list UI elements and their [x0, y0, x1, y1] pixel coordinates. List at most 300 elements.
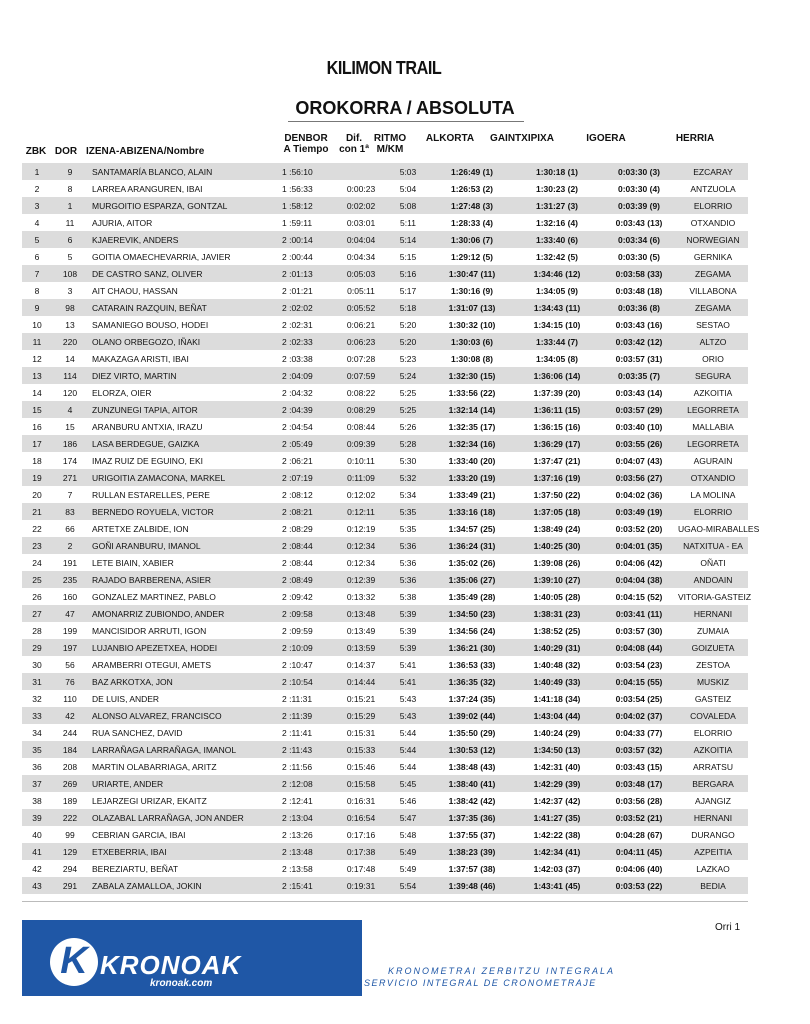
table-row [22, 724, 748, 741]
cell-igoera: 0:04:02 (37) [600, 707, 678, 724]
cell-diff: 0:15:33 [336, 741, 386, 758]
cell-alkorta: 1:37:24 (35) [430, 690, 514, 707]
cell-igoera: 0:03:52 (20) [600, 520, 678, 537]
col-header-alkorta: ALKORTA [425, 133, 475, 144]
cell-bib: 129 [52, 843, 88, 860]
cell-alkorta: 1:36:35 (32) [430, 673, 514, 690]
cell-alkorta: 1:38:42 (42) [430, 792, 514, 809]
cell-alkorta: 1:32:30 (15) [430, 367, 514, 384]
col-header-name: IZENA-ABIZENA/Nombre [86, 146, 205, 157]
cell-gaintxipixa: 1:30:18 (1) [514, 163, 600, 180]
cell-igoera: 0:03:42 (12) [600, 333, 678, 350]
table-row [22, 367, 748, 384]
cell-gaintxipixa: 1:32:16 (4) [514, 214, 600, 231]
cell-gaintxipixa: 1:34:05 (8) [514, 350, 600, 367]
cell-name: LEJARZEGI URIZAR, EKAITZ [88, 792, 278, 809]
cell-rank: 31 [22, 673, 52, 690]
cell-pace: 5:23 [386, 350, 430, 367]
cell-alkorta: 1:34:57 (25) [430, 520, 514, 537]
cell-pace: 5:17 [386, 282, 430, 299]
cell-rank: 15 [22, 401, 52, 418]
cell-igoera: 0:04:28 (67) [600, 826, 678, 843]
cell-name: ZUNZUNEGI TAPIA, AITOR [88, 401, 278, 418]
cell-rank: 8 [22, 282, 52, 299]
cell-name: DE LUIS, ANDER [88, 690, 278, 707]
cell-town: GASTEIZ [678, 690, 748, 707]
cell-alkorta: 1:30:16 (9) [430, 282, 514, 299]
col-header-dor: DOR [54, 146, 78, 157]
cell-town: OTXANDIO [678, 469, 748, 486]
cell-igoera: 0:04:08 (44) [600, 639, 678, 656]
cell-time: 2 :12:41 [278, 792, 336, 809]
cell-rank: 34 [22, 724, 52, 741]
cell-name: SAMANIEGO BOUSO, HODEI [88, 316, 278, 333]
table-row [22, 741, 748, 758]
cell-diff: 0:09:39 [336, 435, 386, 452]
cell-igoera: 0:03:58 (33) [600, 265, 678, 282]
cell-time: 1 :56:10 [278, 163, 336, 180]
cell-gaintxipixa: 1:34:46 (12) [514, 265, 600, 282]
cell-rank: 27 [22, 605, 52, 622]
table-row [22, 469, 748, 486]
cell-time: 2 :04:09 [278, 367, 336, 384]
cell-pace: 5:43 [386, 707, 430, 724]
cell-rank: 40 [22, 826, 52, 843]
cell-name: AMONARRIZ ZUBIONDO, ANDER [88, 605, 278, 622]
cell-name: URIARTE, ANDER [88, 775, 278, 792]
cell-diff: 0:07:59 [336, 367, 386, 384]
cell-pace: 5:39 [386, 605, 430, 622]
cell-name: LUJANBIO APEZETXEA, HODEI [88, 639, 278, 656]
cell-gaintxipixa: 1:39:08 (26) [514, 554, 600, 571]
cell-name: MURGOITIO ESPARZA, GONTZAL [88, 197, 278, 214]
cell-rank: 6 [22, 248, 52, 265]
cell-igoera: 0:03:54 (25) [600, 690, 678, 707]
cell-time: 2 :02:33 [278, 333, 336, 350]
cell-rank: 36 [22, 758, 52, 775]
cell-rank: 20 [22, 486, 52, 503]
cell-town: BEDIA [678, 877, 748, 894]
table-row [22, 384, 748, 401]
cell-town: VITORIA-GASTEIZ [678, 588, 748, 605]
cell-town: NORWEGIAN [678, 231, 748, 248]
cell-bib: 197 [52, 639, 88, 656]
cell-town: HERNANI [678, 809, 748, 826]
cell-igoera: 0:04:11 (45) [600, 843, 678, 860]
cell-town: ZEGAMA [678, 265, 748, 282]
cell-igoera: 0:03:30 (5) [600, 248, 678, 265]
cell-name: OLAZABAL LARRAÑAGA, JON ANDER [88, 809, 278, 826]
table-row [22, 435, 748, 452]
cell-town: VILLABONA [678, 282, 748, 299]
cell-gaintxipixa: 1:42:29 (39) [514, 775, 600, 792]
cell-pace: 5:25 [386, 384, 430, 401]
cell-diff: 0:13:59 [336, 639, 386, 656]
cell-gaintxipixa: 1:40:29 (31) [514, 639, 600, 656]
cell-igoera: 0:03:43 (14) [600, 384, 678, 401]
cell-rank: 2 [22, 180, 52, 197]
table-row [22, 571, 748, 588]
cell-town: COVALEDA [678, 707, 748, 724]
cell-gaintxipixa: 1:40:24 (29) [514, 724, 600, 741]
cell-alkorta: 1:36:24 (31) [430, 537, 514, 554]
cell-alkorta: 1:30:47 (11) [430, 265, 514, 282]
table-row [22, 163, 748, 180]
cell-diff: 0:13:49 [336, 622, 386, 639]
cell-igoera: 0:04:07 (43) [600, 452, 678, 469]
cell-diff: 0:13:32 [336, 588, 386, 605]
cell-gaintxipixa: 1:37:05 (18) [514, 503, 600, 520]
cell-diff: 0:08:29 [336, 401, 386, 418]
cell-diff: 0:05:52 [336, 299, 386, 316]
cell-gaintxipixa: 1:42:34 (41) [514, 843, 600, 860]
cell-gaintxipixa: 1:34:15 (10) [514, 316, 600, 333]
table-row [22, 554, 748, 571]
cell-diff: 0:12:11 [336, 503, 386, 520]
table-row [22, 860, 748, 877]
cell-igoera: 0:03:39 (9) [600, 197, 678, 214]
table-row [22, 707, 748, 724]
cell-alkorta: 1:33:40 (20) [430, 452, 514, 469]
cell-igoera: 0:03:57 (31) [600, 350, 678, 367]
cell-alkorta: 1:39:02 (44) [430, 707, 514, 724]
cell-igoera: 0:03:56 (28) [600, 792, 678, 809]
cell-rank: 5 [22, 231, 52, 248]
cell-pace: 5:20 [386, 333, 430, 350]
cell-town: ALTZO [678, 333, 748, 350]
cell-igoera: 0:04:15 (52) [600, 588, 678, 605]
cell-time: 2 :05:49 [278, 435, 336, 452]
cell-town: LAZKAO [678, 860, 748, 877]
cell-igoera: 0:03:35 (7) [600, 367, 678, 384]
cell-name: LARRAÑAGA LARRAÑAGA, IMANOL [88, 741, 278, 758]
cell-igoera: 0:03:49 (19) [600, 503, 678, 520]
cell-diff: 0:15:21 [336, 690, 386, 707]
cell-pace: 5:15 [386, 248, 430, 265]
cell-bib: 291 [52, 877, 88, 894]
cell-town: LA MOLINA [678, 486, 748, 503]
cell-alkorta: 1:30:03 (6) [430, 333, 514, 350]
cell-rank: 4 [22, 214, 52, 231]
cell-town: NATXITUA - EA [678, 537, 748, 554]
cell-diff: 0:12:34 [336, 554, 386, 571]
cell-bib: 189 [52, 792, 88, 809]
table-row [22, 214, 748, 231]
table-row [22, 316, 748, 333]
cell-town: DURANGO [678, 826, 748, 843]
cell-time: 2 :08:44 [278, 537, 336, 554]
cell-name: KJAEREVIK, ANDERS [88, 231, 278, 248]
cell-bib: 222 [52, 809, 88, 826]
cell-bib: 1 [52, 197, 88, 214]
cell-alkorta: 1:34:56 (24) [430, 622, 514, 639]
cell-time: 2 :03:38 [278, 350, 336, 367]
table-row [22, 826, 748, 843]
cell-gaintxipixa: 1:38:52 (25) [514, 622, 600, 639]
cell-diff: 0:05:03 [336, 265, 386, 282]
cell-time: 2 :08:49 [278, 571, 336, 588]
cell-town: ANDOAIN [678, 571, 748, 588]
cell-bib: 76 [52, 673, 88, 690]
cell-bib: 269 [52, 775, 88, 792]
cell-diff: 0:17:48 [336, 860, 386, 877]
cell-name: GOITIA OMAECHEVARRIA, JAVIER [88, 248, 278, 265]
cell-gaintxipixa: 1:39:10 (27) [514, 571, 600, 588]
cell-diff: 0:10:11 [336, 452, 386, 469]
cell-rank: 23 [22, 537, 52, 554]
cell-town: GOIZUETA [678, 639, 748, 656]
table-row [22, 248, 748, 265]
cell-gaintxipixa: 1:41:18 (34) [514, 690, 600, 707]
cell-diff: 0:17:38 [336, 843, 386, 860]
cell-gaintxipixa: 1:37:50 (22) [514, 486, 600, 503]
cell-name: MANCISIDOR ARRUTI, IGON [88, 622, 278, 639]
cell-gaintxipixa: 1:43:04 (44) [514, 707, 600, 724]
cell-bib: 174 [52, 452, 88, 469]
cell-bib: 191 [52, 554, 88, 571]
cell-alkorta: 1:35:06 (27) [430, 571, 514, 588]
cell-alkorta: 1:27:48 (3) [430, 197, 514, 214]
col-header-igoera: IGOERA [586, 133, 626, 144]
cell-alkorta: 1:35:49 (28) [430, 588, 514, 605]
cell-rank: 43 [22, 877, 52, 894]
cell-town: AZPEITIA [678, 843, 748, 860]
cell-rank: 10 [22, 316, 52, 333]
cell-name: MAKAZAGA ARISTI, IBAI [88, 350, 278, 367]
table-row [22, 418, 748, 435]
cell-igoera: 0:03:53 (22) [600, 877, 678, 894]
table-bottom-rule [22, 901, 748, 902]
cell-pace: 5:16 [386, 265, 430, 282]
cell-town: GERNIKA [678, 248, 748, 265]
table-row [22, 197, 748, 214]
cell-rank: 3 [22, 197, 52, 214]
cell-pace: 5:44 [386, 758, 430, 775]
cell-diff: 0:12:19 [336, 520, 386, 537]
cell-alkorta: 1:37:55 (37) [430, 826, 514, 843]
cell-bib: 42 [52, 707, 88, 724]
cell-igoera: 0:03:54 (23) [600, 656, 678, 673]
cell-diff: 0:00:23 [336, 180, 386, 197]
cell-rank: 19 [22, 469, 52, 486]
cell-time: 2 :06:21 [278, 452, 336, 469]
cell-time: 1 :56:33 [278, 180, 336, 197]
cell-alkorta: 1:35:50 (29) [430, 724, 514, 741]
cell-pace: 5:36 [386, 571, 430, 588]
cell-time: 2 :10:47 [278, 656, 336, 673]
cell-igoera: 0:03:43 (13) [600, 214, 678, 231]
cell-pace: 5:49 [386, 860, 430, 877]
cell-gaintxipixa: 1:40:49 (33) [514, 673, 600, 690]
cell-name: URIGOITIA ZAMACONA, MARKEL [88, 469, 278, 486]
table-row [22, 622, 748, 639]
cell-bib: 220 [52, 333, 88, 350]
cell-igoera: 0:04:01 (35) [600, 537, 678, 554]
cell-name: DIEZ VIRTO, MARTIN [88, 367, 278, 384]
table-row [22, 809, 748, 826]
table-row [22, 282, 748, 299]
cell-diff: 0:19:31 [336, 877, 386, 894]
cell-alkorta: 1:26:49 (1) [430, 163, 514, 180]
table-row [22, 333, 748, 350]
cell-town: OÑATI [678, 554, 748, 571]
cell-bib: 294 [52, 860, 88, 877]
table-row [22, 265, 748, 282]
cell-time: 2 :11:39 [278, 707, 336, 724]
cell-diff: 0:16:31 [336, 792, 386, 809]
cell-town: ELORRIO [678, 503, 748, 520]
cell-bib: 244 [52, 724, 88, 741]
cell-name: ELORZA, OIER [88, 384, 278, 401]
cell-time: 2 :13:04 [278, 809, 336, 826]
cell-igoera: 0:03:48 (18) [600, 282, 678, 299]
cell-alkorta: 1:39:48 (46) [430, 877, 514, 894]
kronoak-logo-icon: K [50, 938, 98, 986]
cell-pace: 5:54 [386, 877, 430, 894]
cell-diff: 0:06:21 [336, 316, 386, 333]
cell-time: 2 :08:29 [278, 520, 336, 537]
cell-town: ARRATSU [678, 758, 748, 775]
table-row [22, 588, 748, 605]
cell-name: RUA SANCHEZ, DAVID [88, 724, 278, 741]
cell-time: 2 :11:43 [278, 741, 336, 758]
cell-time: 2 :15:41 [278, 877, 336, 894]
cell-town: ORIO [678, 350, 748, 367]
table-row [22, 299, 748, 316]
cell-time: 2 :08:44 [278, 554, 336, 571]
cell-alkorta: 1:38:23 (39) [430, 843, 514, 860]
table-row [22, 180, 748, 197]
cell-town: AGURAIN [678, 452, 748, 469]
tagline-basque: KRONOMETRAI ZERBITZU INTEGRALA [388, 966, 616, 976]
cell-time: 2 :08:12 [278, 486, 336, 503]
cell-name: SANTAMARÍA BLANCO, ALAIN [88, 163, 278, 180]
cell-town: EZCARAY [678, 163, 748, 180]
cell-gaintxipixa: 1:32:42 (5) [514, 248, 600, 265]
table-row [22, 231, 748, 248]
cell-time: 2 :01:13 [278, 265, 336, 282]
table-row [22, 486, 748, 503]
cell-alkorta: 1:34:50 (23) [430, 605, 514, 622]
cell-pace: 5:28 [386, 435, 430, 452]
cell-name: BERNEDO ROYUELA, VICTOR [88, 503, 278, 520]
cell-diff: 0:11:09 [336, 469, 386, 486]
cell-rank: 39 [22, 809, 52, 826]
cell-pace: 5:45 [386, 775, 430, 792]
cell-rank: 29 [22, 639, 52, 656]
cell-town: SEGURA [678, 367, 748, 384]
cell-time: 1 :58:12 [278, 197, 336, 214]
table-row [22, 877, 748, 894]
cell-pace: 5:20 [386, 316, 430, 333]
table-row [22, 605, 748, 622]
table-row [22, 792, 748, 809]
cell-bib: 110 [52, 690, 88, 707]
cell-town: MUSKIZ [678, 673, 748, 690]
cell-bib: 2 [52, 537, 88, 554]
cell-bib: 271 [52, 469, 88, 486]
cell-diff: 0:16:54 [336, 809, 386, 826]
cell-bib: 11 [52, 214, 88, 231]
cell-alkorta: 1:32:14 (14) [430, 401, 514, 418]
cell-gaintxipixa: 1:38:31 (23) [514, 605, 600, 622]
cell-igoera: 0:03:30 (3) [600, 163, 678, 180]
cell-name: AIT CHAOU, HASSAN [88, 282, 278, 299]
cell-time: 2 :00:14 [278, 231, 336, 248]
cell-diff: 0:15:58 [336, 775, 386, 792]
cell-bib: 160 [52, 588, 88, 605]
cell-diff: 0:05:11 [336, 282, 386, 299]
cell-time: 2 :13:48 [278, 843, 336, 860]
table-row [22, 775, 748, 792]
cell-time: 2 :13:58 [278, 860, 336, 877]
cell-diff: 0:12:02 [336, 486, 386, 503]
cell-name: LASA BERDEGUE, GAIZKA [88, 435, 278, 452]
cell-diff [336, 163, 386, 180]
col-header-herria: HERRIA [675, 133, 715, 144]
event-title: KILIMON TRAIL [326, 58, 442, 78]
cell-bib: 120 [52, 384, 88, 401]
cell-gaintxipixa: 1:34:05 (9) [514, 282, 600, 299]
cell-gaintxipixa: 1:30:23 (2) [514, 180, 600, 197]
cell-pace: 5:44 [386, 724, 430, 741]
cell-bib: 15 [52, 418, 88, 435]
cell-gaintxipixa: 1:41:27 (35) [514, 809, 600, 826]
cell-name: LARREA ARANGUREN, IBAI [88, 180, 278, 197]
cell-rank: 18 [22, 452, 52, 469]
cell-igoera: 0:03:30 (4) [600, 180, 678, 197]
cell-diff: 0:15:46 [336, 758, 386, 775]
cell-pace: 5:36 [386, 537, 430, 554]
cell-rank: 41 [22, 843, 52, 860]
cell-time: 2 :09:59 [278, 622, 336, 639]
cell-time: 2 :11:31 [278, 690, 336, 707]
table-row [22, 520, 748, 537]
cell-pace: 5:36 [386, 554, 430, 571]
cell-igoera: 0:03:55 (26) [600, 435, 678, 452]
cell-town: SESTAO [678, 316, 748, 333]
cell-diff: 0:04:04 [336, 231, 386, 248]
cell-bib: 108 [52, 265, 88, 282]
table-row [22, 350, 748, 367]
cell-alkorta: 1:29:12 (5) [430, 248, 514, 265]
cell-alkorta: 1:37:57 (38) [430, 860, 514, 877]
classification-title: OROKORRA / ABSOLUTA [295, 98, 515, 118]
cell-pace: 5:47 [386, 809, 430, 826]
cell-rank: 25 [22, 571, 52, 588]
cell-rank: 42 [22, 860, 52, 877]
cell-igoera: 0:03:40 (10) [600, 418, 678, 435]
table-row [22, 758, 748, 775]
cell-time: 2 :04:39 [278, 401, 336, 418]
cell-diff: 0:06:23 [336, 333, 386, 350]
table-row [22, 401, 748, 418]
cell-rank: 35 [22, 741, 52, 758]
cell-time: 2 :12:08 [278, 775, 336, 792]
cell-town: UGAO-MIRABALLES [678, 520, 748, 537]
cell-town: ELORRIO [678, 197, 748, 214]
cell-alkorta: 1:33:16 (18) [430, 503, 514, 520]
cell-diff: 0:14:44 [336, 673, 386, 690]
cell-time: 2 :07:19 [278, 469, 336, 486]
cell-rank: 16 [22, 418, 52, 435]
cell-diff: 0:08:22 [336, 384, 386, 401]
cell-pace: 5:26 [386, 418, 430, 435]
cell-igoera: 0:04:33 (77) [600, 724, 678, 741]
table-row [22, 452, 748, 469]
cell-pace: 5:25 [386, 401, 430, 418]
cell-rank: 22 [22, 520, 52, 537]
